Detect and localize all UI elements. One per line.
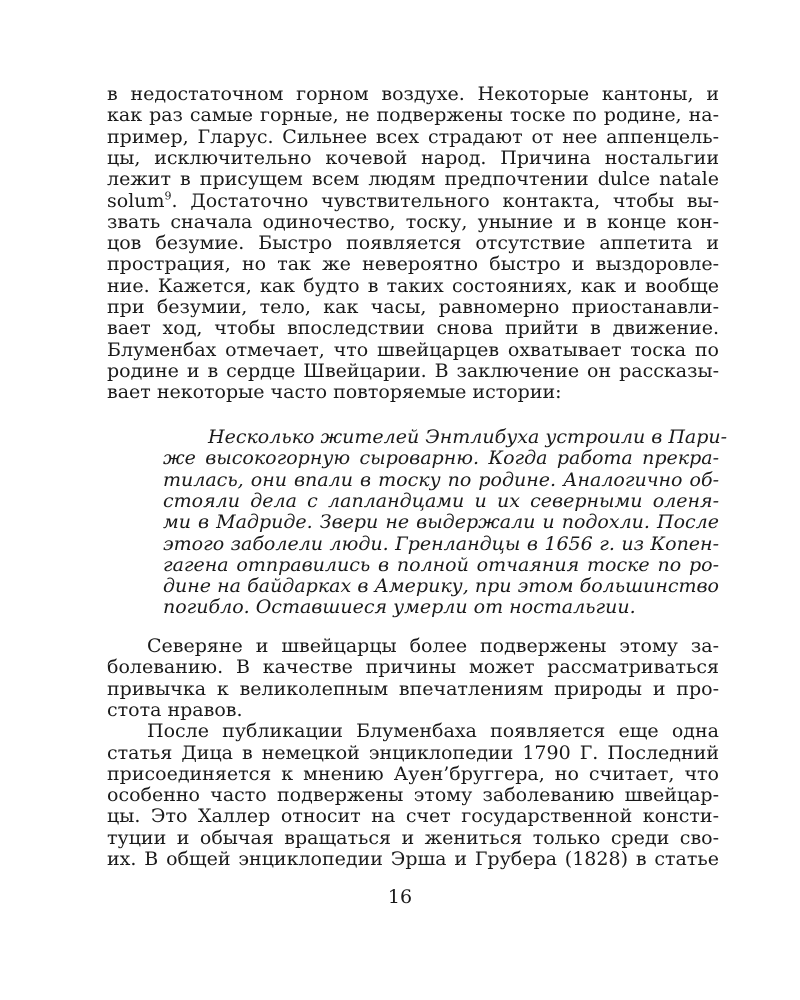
text-line: особенно часто подвержены этому заболеванию швейцар- — [107, 784, 719, 807]
quote-line: этого заболели люди. Гренландцы в 1656 г. из Копен- — [163, 532, 719, 555]
text-line: ние. Кажется, как будто в таких состояниях, как и вообще — [107, 274, 719, 297]
text-line: их. В общей энциклопедии Эрша и Грубера (1828) в статье — [107, 848, 719, 870]
text-line: стота нравов. — [107, 698, 243, 721]
text-line: звать сначала одиночество, тоску, уныние и в конце кон- — [107, 210, 719, 233]
text-line: болеванию. В качестве причины может рассматриваться — [107, 656, 719, 679]
quote-line: стояли дела с лапландцами и их северными оленя- — [163, 489, 719, 512]
text-line: родине и в сердце Швейцарии. В заключение он рассказы- — [107, 359, 719, 382]
text-line: статья Дица в немецкой энциклопедии 1790 Г. Последний — [107, 741, 719, 764]
quote-line: дине на байдарках в Америку, при этом большинство — [163, 575, 719, 598]
quote-line: Несколько жителей Энтлибуха устроили в Пари- — [208, 426, 728, 448]
quote-line: тилась, они впали в тоску по родине. Аналогично об- — [163, 468, 719, 491]
quote-line: же высокогорную сыроварню. Когда работа прекра- — [163, 447, 719, 470]
text-line: цов безумие. Быстро появляется отсутствие аппетита и — [107, 232, 719, 255]
text-line: присоединяется к мнению Ауен’бруггера, но считает, что — [107, 762, 719, 785]
text-line: цы. Это Халлер относит на счет государственной консти- — [107, 805, 719, 828]
quote-line: гагена отправились в полной отчаяния тоске по ро- — [163, 553, 719, 576]
text-line: туции и обычая вращаться и жениться только среди сво- — [107, 826, 719, 849]
text-fragment: . Достаточно чувствительного контакта, чтобы вы- — [171, 189, 719, 212]
text-line: как раз самые горные, не подвержены тоске по родине, на- — [107, 104, 719, 127]
text-line: После публикации Блуменбаха появляется еще одна — [147, 720, 719, 743]
text-line: при безумии, тело, как часы, равномерно приостанавли- — [107, 296, 719, 318]
text-line: вает ход, чтобы впоследствии снова прийти в движение. — [107, 317, 719, 340]
text-line: в недостаточном горном воздухе. Некоторые кантоны, и — [107, 83, 719, 105]
text-line: Блуменбах отмечает, что швейцарцев охватывает тоска по — [107, 338, 719, 361]
text-line: Северяне и швейцарцы более подвержены этому за- — [147, 635, 719, 657]
footnote-marker: 9 — [164, 189, 172, 203]
text-line: вает некоторые часто повторяемые истории: — [107, 381, 562, 404]
quote-line: ми в Мадриде. Звери не выдержали и подохли. После — [163, 511, 719, 534]
page-number: 16 — [387, 886, 413, 908]
text-line: цы, исключительно кочевой народ. Причина ностальгии — [107, 146, 719, 169]
quote-line: погибло. Оставшиеся умерли от ностальгии. — [163, 596, 636, 619]
text-line: лежит в присущем всем людям предпочтении dulce natale — [107, 168, 719, 191]
text-line: пример, Гларус. Сильнее всех страдают от нее аппенцель- — [107, 125, 719, 148]
text-line: привычка к великолепным впечатлениям природы и про- — [107, 677, 719, 700]
text-fragment: solum — [107, 189, 165, 212]
text-line: прострация, но так же невероятно быстро и выздоровле- — [107, 253, 719, 276]
